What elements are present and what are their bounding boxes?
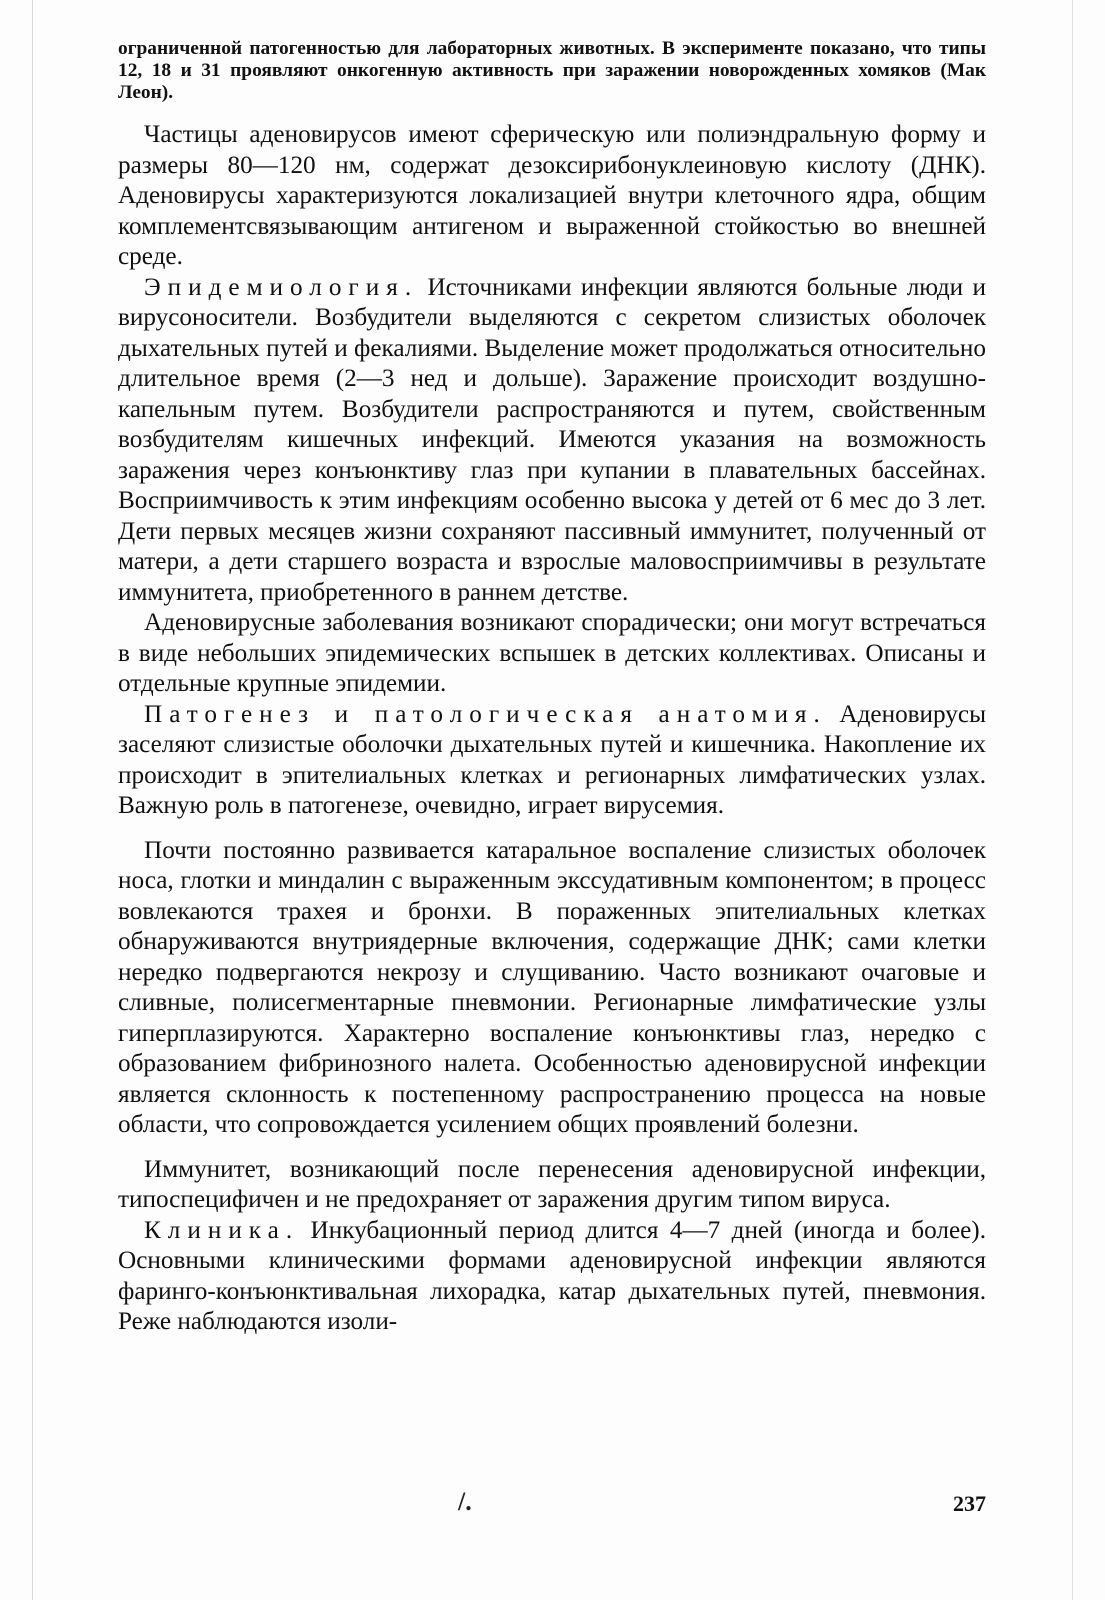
- page-footer: [118, 1487, 986, 1527]
- paragraph-clinic: [118, 1216, 986, 1338]
- paragraph-text: Частицы аденовирусов имеют сферическую или полиэндральную форму и размеры 80—120 нм, содержат дезоксирибонуклеиновую кислоту (ДНК). Аденовирусы характеризуются локализацией внутри клеточного ядра, общим комплементсвязывающим антигеном и выраженной стойкостью во внешней среде.: [118, 121, 986, 270]
- paragraph-text: Инкубационный период длится 4—7 дней (иногда и более). Основными клиническими формами аденовирусной инфекции являются фаринго-конъюнктивальная лихорадка, катар дыхательных путей, пневмония. Реже наблюдаются изоли-: [118, 1216, 986, 1335]
- paragraph-immunity: [118, 1155, 986, 1216]
- section-heading-clinic: Клиника.: [144, 1216, 300, 1244]
- paragraph-text: Источниками инфекции являются больные люди и вирусоносители. Возбудители выделяются с секретом слизистых оболочек дыхательных путей и фекалиями. Выделение может продолжаться относительно длительное время (2—3 нед и дольше). Заражение происходит воздушно-капельным путем. Возбудители распространяются и путем, свойственным возбудителям кишечных инфекций. Имеются указания на возможность заражения через конъюнктиву глаз при купании в плавательных бассейнах. Восприимчивость к этим инфекциям особенно высока у детей от 6 мес до 3 лет. Дети первых месяцев жизни сохраняют пассивный иммунитет, полученный от матери, а дети старшего возраста и взрослые маловосприимчивы в результате иммунитета, приобретенного в раннем детстве.: [118, 273, 986, 606]
- paragraph-text: Иммунитет, возникающий после перенесения аденовирусной инфекции, типоспецифичен и не предохраняет от заражения другим типом вируса.: [118, 1155, 986, 1213]
- paragraph-sporadic: [118, 608, 986, 700]
- scan-edge-left: [32, 0, 33, 1600]
- scan-edge-right: [1072, 0, 1073, 1600]
- paragraph-catarrhal: [118, 836, 986, 1141]
- page-body: [118, 38, 986, 1338]
- paragraph-epidemiology: [118, 273, 986, 609]
- page-number: 237: [953, 1491, 986, 1516]
- paragraph-text: Почти постоянно развивается катаральное воспаление слизистых оболочек носа, глотки и миндалин с выраженным экссудативным компонентом; в процесс вовлекаются трахея и бронхи. В пораженных эпителиальных клетках обнаруживаются внутриядерные включения, содержащие ДНК; сами клетки нередко подвергаются некрозу и слущиванию. Часто возникают очаговые и сливные, полисегментарные пневмонии. Регионарные лимфатические узлы гиперплазируются. Характерно воспаление конъюнктивы глаз, нередко с образованием фибринозного налета. Особенностью аденовирусной инфекции является склонность к постепенному распространению процесса на новые области, что сопровождается усилением общих проявлений болезни.: [118, 836, 986, 1138]
- paragraph-text: Аденовирусы заселяют слизистые оболочки дыхательных путей и кишечника. Накопление их происходит в эпителиальных клетках и регионарных лимфатических узлах. Важную роль в патогенезе, очевидно, играет вирусемия.: [118, 700, 986, 819]
- scan-artifact-mark: /.: [458, 1487, 472, 1516]
- paragraph-pathogenesis: [118, 700, 986, 822]
- intro-fine-print: ограниченной патогенностью для лабораторных животных. В эксперименте показано, что типы 12, 18 и 31 проявляют онкогенную активность при заражении новорожденных хомяков (Мак Леон).: [118, 38, 986, 103]
- section-heading-epidemiology: Эпидемиология.: [144, 273, 419, 301]
- paragraph-text: Аденовирусные заболевания возникают спорадически; они могут встречаться в виде небольших эпидемических вспышек в детских коллективах. Описаны и отдельные крупные эпидемии.: [118, 609, 986, 697]
- section-heading-pathogenesis: Патогенез и патологическая анатомия.: [144, 700, 827, 728]
- paragraph-virus-particles: [118, 120, 986, 273]
